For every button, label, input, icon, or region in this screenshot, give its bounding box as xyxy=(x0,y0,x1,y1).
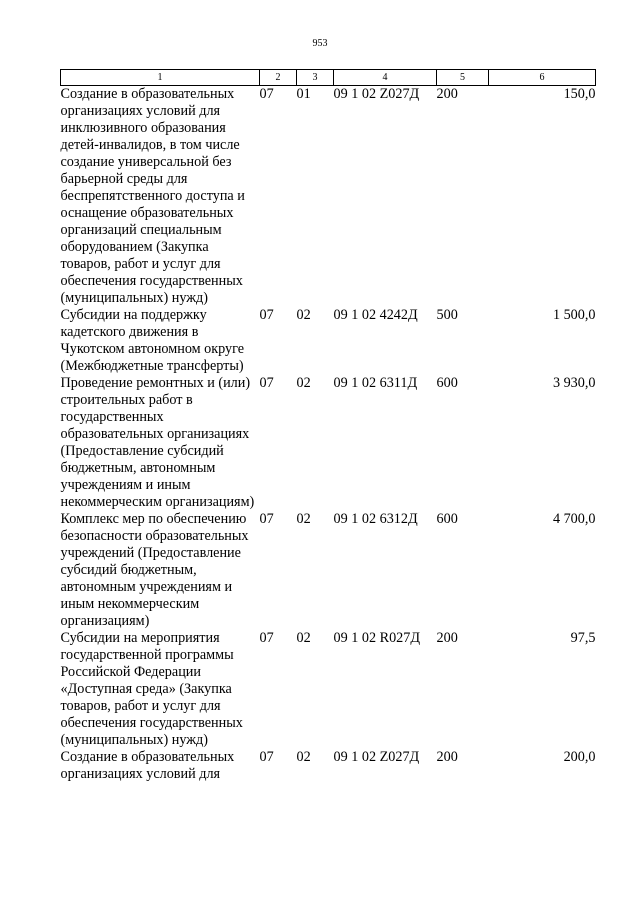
row-name xyxy=(61,86,260,308)
budget-table xyxy=(60,69,596,783)
row-name-text: Комплекс мер по обеспечению безопасности образовательных учреждений (Предоставление субсидий бюджетным, автономным учреждениям и иным некоммерческим организациям) xyxy=(60,511,249,629)
row-expense-type: 500 xyxy=(436,307,458,323)
row-name xyxy=(61,375,260,511)
header-col-6: 6 xyxy=(489,70,596,86)
row-expense-type: 200 xyxy=(436,86,458,102)
row-amount: 4 700,0 xyxy=(552,511,596,527)
row-section: 07 xyxy=(259,749,274,765)
table-row xyxy=(61,749,596,783)
row-section: 07 xyxy=(259,630,274,646)
row-subsection: 02 xyxy=(296,630,311,646)
header-col-3: 3 xyxy=(297,70,334,86)
row-target-code: 09 1 02 Z027Д xyxy=(333,86,420,102)
row-name xyxy=(61,630,260,749)
row-subsection: 02 xyxy=(296,375,311,391)
header-col-5: 5 xyxy=(437,70,489,86)
row-name-text: Создание в образовательных организациях условий для xyxy=(60,749,235,782)
row-name-text: Субсидии на мероприятия государственной программы Российской Федерации «Доступная среда» (Закупка товаров, работ и услуг для обеспечения государственных (муниципальных) нужд) xyxy=(60,630,243,748)
row-section: 07 xyxy=(259,375,274,391)
row-target-code: 09 1 02 4242Д xyxy=(333,307,418,323)
row-target-code: 09 1 02 6312Д xyxy=(333,511,418,527)
row-target-code: 09 1 02 6311Д xyxy=(333,375,418,391)
row-subsection: 02 xyxy=(296,749,311,765)
row-amount: 97,5 xyxy=(570,630,596,646)
header-row xyxy=(61,70,596,86)
header-col-2: 2 xyxy=(260,70,297,86)
row-section: 07 xyxy=(259,307,274,323)
header-col-1: 1 xyxy=(61,70,260,86)
row-subsection: 02 xyxy=(296,511,311,527)
row-name-text: Проведение ремонтных и (или) строительных работ в государственных образовательных организациях (Предоставление субсидий бюджетным, автономным учреждениям и иным некоммерческим организациям) xyxy=(60,375,255,510)
row-subsection: 02 xyxy=(296,307,311,323)
row-name xyxy=(61,749,260,783)
page-number: 953 xyxy=(312,38,328,49)
row-amount: 200,0 xyxy=(563,749,596,765)
row-amount: 3 930,0 xyxy=(552,375,596,391)
table-row xyxy=(61,375,596,511)
row-expense-type: 600 xyxy=(436,511,458,527)
table-row xyxy=(61,511,596,630)
row-expense-type: 200 xyxy=(436,749,458,765)
row-name-text: Субсидии на поддержку кадетского движения в Чукотском автономном округе (Межбюджетные трансферты) xyxy=(60,307,245,374)
header-col-4: 4 xyxy=(334,70,437,86)
table-row xyxy=(61,307,596,375)
row-expense-type: 600 xyxy=(436,375,458,391)
table-row xyxy=(61,630,596,749)
row-amount: 1 500,0 xyxy=(552,307,596,323)
row-section: 07 xyxy=(259,86,274,102)
row-amount: 150,0 xyxy=(563,86,596,102)
row-section: 07 xyxy=(259,511,274,527)
row-target-code: 09 1 02 R027Д xyxy=(333,630,421,646)
row-name xyxy=(61,307,260,375)
row-name xyxy=(61,511,260,630)
row-target-code: 09 1 02 Z027Д xyxy=(333,749,420,765)
row-expense-type: 200 xyxy=(436,630,458,646)
table-row xyxy=(61,86,596,308)
row-name-text: Создание в образовательных организациях условий для инклюзивного образования детей-инвалидов, в том числе создание универсальной без барьерной среды для беспрепятственного доступа и оснащение образовательных организаций специальным оборудованием (Закупка товаров, работ и услуг для обеспечения государственных (муниципальных) нужд) xyxy=(60,86,245,306)
row-subsection: 01 xyxy=(296,86,311,102)
